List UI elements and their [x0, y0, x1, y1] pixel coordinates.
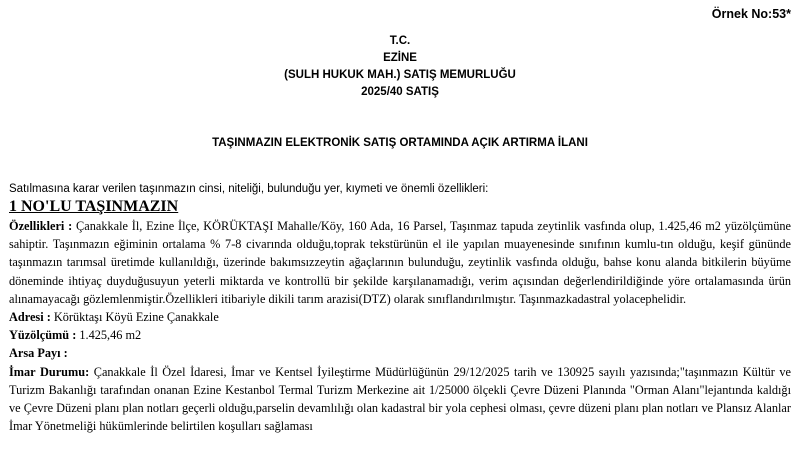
features-label: Özellikleri : — [9, 219, 73, 233]
intro-text: Satılmasına karar verilen taşınmazın cinsi, niteliği, bulunduğu yer, kıymeti ve önemli özellikleri: — [9, 183, 489, 195]
zoning-text: Çanakkale İl Özel İdaresi, İmar ve Kentsel İyileştirme Müdürlüğünün 29/12/2025 tarih ve 130925 sayılı yazısında;"taşınmazın Kültür ve Turizm Bakanlığı tarafından onanan Ezine Kestanbol Termal Turizm Merkezine ait 1/25000 ölçekli Çevre Düzeni Planında "Orman Alanı"lejantında kaldığı ve Çevre Düzeni planı plan notları geçerli olduğu,parselin devamlılığı olan kadastral bir yola cephesi olması, çevre düzeni planı plan notları ve Plansız Alanlar İmar Yönetmeliği hükümlerinde belirtilen koşulları sağlaması — [9, 364, 791, 434]
form-number: Örnek No:53* — [711, 7, 791, 21]
header-line-office: (SULH HUKUK MAH.) SATIŞ MEMURLUĞU — [284, 69, 516, 81]
area-label: Yüzölçümü : — [9, 328, 77, 343]
header-line-file-no: 2025/40 SATIŞ — [361, 86, 439, 98]
address-label: Adresi : — [9, 310, 51, 325]
zoning-label: İmar Durumu: — [9, 364, 90, 379]
features-text: Çanakkale İl, Ezine İlçe, KÖRÜKTAŞI Mahalle/Köy, 160 Ada, 16 Parsel, Taşınmaz tapuda zeytinlik vasfında olup, 1.425,46 m2 yüzölçümüne sahiptir. Taşınmazın eğiminin ortalama % 7-8 civarında olduğu,toprak tekstürünün el ile yapılan muayenesinde sınıfının kumlu-tın olduğu, keşif gününde taşınmazın tarımsal üretimde kullanıldığı, üzerinde bakımsızzeytin ağaçlarının bulunduğu, zeytinlik vasfında olduğu, bahse konu alanda bitkilerin büyüme döneminde ihtiyaç duyduğusuyun yeterli miktarda ve kontrollü bir şekilde karşılanamadığı, verim açısından değerlendirildiğinde yöre ortalamasında ürün alınamayacağı gözlemlenmiştir.Özellikleri itibariyle dikili tarım arazisi(DTZ) olarak sınıflandırılmıştır. Taşınmazkadastral yolacephelidir. — [9, 219, 791, 306]
announcement-title: TAŞINMAZIN ELEKTRONİK SATIŞ ORTAMINDA AÇIK ARTIRMA İLANI — [212, 137, 588, 149]
property-details — [9, 197, 791, 435]
header-line-district: EZİNE — [383, 52, 417, 64]
area-text: 1.425,46 m2 — [76, 328, 142, 343]
land-share-label: Arsa Payı : — [9, 346, 68, 361]
document-header — [0, 33, 800, 101]
header-line-tc: T.C. — [389, 35, 411, 47]
area-paragraph — [9, 326, 791, 344]
land-share-paragraph — [9, 344, 791, 362]
address-text: Körüktaşı Köyü Ezine Çanakkale — [50, 310, 219, 325]
zoning-paragraph — [9, 363, 791, 436]
features-paragraph — [9, 217, 791, 308]
property-title: 1 NO'LU TAŞINMAZIN — [9, 198, 179, 215]
address-paragraph — [9, 308, 791, 326]
